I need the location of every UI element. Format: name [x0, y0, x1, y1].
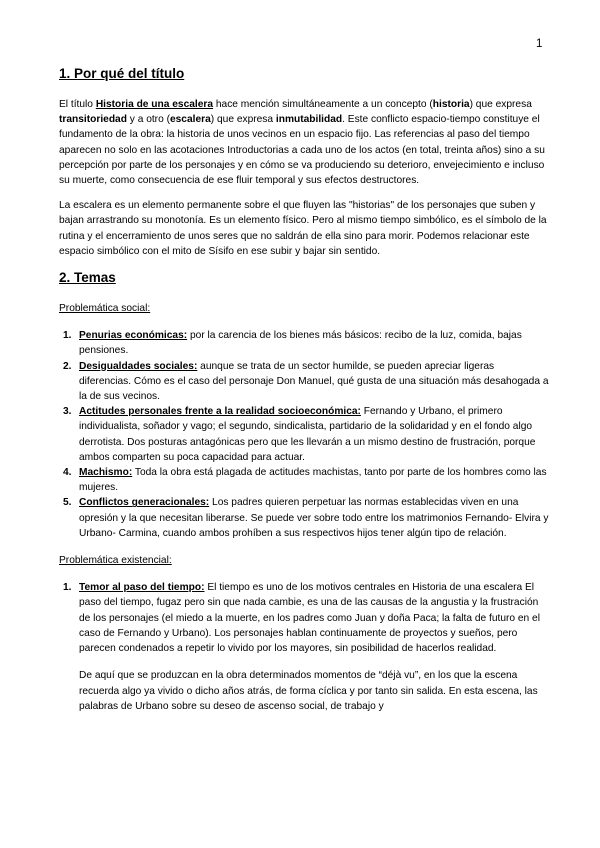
- list-text: El tiempo es uno de los motivos centrales en Historia de una escalera El paso del tiempo, fugaz pero sin que nada cambie, es una de las causas de la angustia y la frustración de los personajes (el miedo a la muerte, en los padres como Juan y doña Paca; la falta de futuro en el caso de Fernando y Urbano). Los personajes hablan continuamente de proyectos y sueños, pero parecen condenados a repetir lo vivido por los mayores, sin posibilidad de hacerlos realidad.: [79, 582, 540, 655]
- section-heading-temas: 2. Temas: [59, 270, 116, 286]
- list-term: Conflictos generacionales:: [79, 497, 210, 509]
- list-item: [59, 495, 549, 541]
- list-number: 2.: [63, 360, 72, 372]
- paragraph-titulo-2: La escalera es un elemento permanente sobre el que fluyen las "historias" de los personajes que suben y bajan arrastrando su monotonía. Es un elemento físico. Pero al mismo tiempo simbólico, es el símbolo de la rutina y el encerramiento de unos seres que no saldrán de ella sino para morir. Podemos relacionar este espacio simbólico con el mito de Sísifo en ese subir y bajar sin sentido.: [59, 200, 547, 257]
- keyword-transitoriedad: transitoriedad: [59, 114, 127, 126]
- list-item: [59, 359, 549, 405]
- list-text: Toda la obra está plagada de actitudes machistas, tanto por parte de los hombres como las mujeres.: [79, 467, 547, 494]
- keyword-historia: historia: [432, 99, 470, 110]
- list-number: 4.: [63, 467, 72, 479]
- list-text: Los padres quieren perpetuar las normas establecidas viven en una opresión y la que necesitan liberarse. Se puede ver sobre todo entre los matrimonios Fernando- Elvira y Urbano- Carmina, cuando ambos prohíben a sus respectivos hijos tener algún tipo de relación.: [79, 497, 549, 539]
- list-term: Actitudes personales frente a la realidad socioeconómica:: [79, 406, 361, 418]
- list-number: 3.: [63, 406, 72, 418]
- list-term: Desigualdades sociales:: [79, 360, 198, 372]
- list-text: por la carencia de los bienes más básicos: recibo de la luz, comida, bajas pensiones.: [79, 330, 522, 357]
- text-run: . Este conflicto espacio-tiempo constituye el fundamento de la obra: la historia de unos vecinos en un espacio fijo. Las referencias al paso del tiempo aparecen no solo en las acotaciones Introductorias a cada uno de los actos (en total, treinta años) sino a su percepción por parte de los personajes y en cómo se va produciendo su deterioro, envejecimiento e incluso su muerte, como consecuencia de ese fluir temporal y sus efectos destructores.: [59, 114, 545, 187]
- document-body: [59, 65, 549, 714]
- continuation-paragraph: De aquí que se produzcan en la obra determinados momentos de “déjà vu”, en los que la escena recuerda algo ya vivido o dicho años atrás, de forma cíclica y por tanto sin salida. En esta escena, las palabras de Urbano sobre su deseo de ascenso social, de trabajo y: [79, 670, 538, 712]
- list-item: [59, 404, 549, 465]
- list-term: Penurias económicas:: [79, 330, 188, 342]
- list-text: aunque se trata de un sector humilde, se pueden apreciar ligeras diferencias. Cómo es el caso del personaje Don Manuel, qué gusta de una situación más desahogada a la de sus vecinos.: [79, 360, 549, 403]
- keyword-escalera: escalera: [169, 114, 211, 126]
- list-term: Temor al paso del tiempo:: [79, 582, 205, 594]
- text-run: y a otro (: [126, 114, 170, 126]
- list-social: [59, 328, 549, 541]
- text-run: ) que expresa: [469, 99, 532, 110]
- keyword-inmutabilidad: inmutabilidad: [275, 114, 343, 126]
- list-number: 1.: [63, 330, 72, 342]
- list-text: Fernando y Urbano, el primero individualista, soñador y vago; el segundo, sindicalista, partidario de la solidaridad y en el fondo algo derrotista. Dos posturas antagónicas pero que les llevarán a un mismo destino de frustración, porque ambos comparten su poca capacidad para actuar.: [79, 406, 536, 463]
- page-number: 1: [536, 38, 543, 50]
- subheading-existential: Problemática existencial:: [59, 555, 172, 567]
- list-item: [59, 580, 549, 656]
- list-term: Machismo:: [79, 467, 133, 479]
- text-run: ) que expresa: [210, 114, 276, 126]
- text-run: hace mención simultáneamente a un concepto (: [213, 99, 433, 110]
- list-item: [59, 328, 549, 358]
- work-title: Historia de una escalera: [95, 99, 214, 110]
- list-number: 5.: [63, 497, 72, 509]
- list-existential: [59, 580, 549, 656]
- subheading-social: Problemática social:: [59, 303, 151, 315]
- text-run: El título: [59, 99, 96, 110]
- paragraph-titulo-1: [59, 97, 549, 188]
- section-heading-titulo: 1. Por qué del título: [59, 66, 185, 81]
- list-item: [59, 465, 549, 495]
- list-number: 1.: [63, 582, 72, 594]
